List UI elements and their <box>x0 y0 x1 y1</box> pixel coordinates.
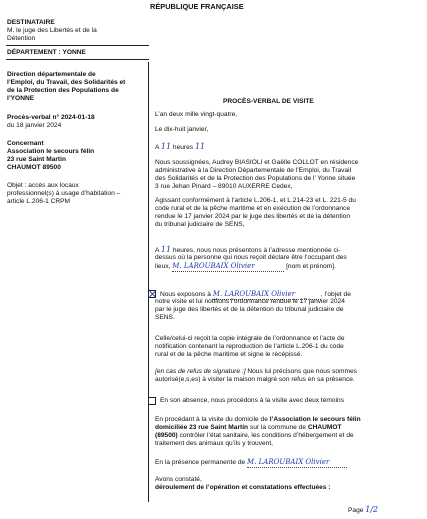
destinataire-title: DESTINATAIRE <box>7 19 55 26</box>
paragraph-line: [en cas de refus de signature :] Nous lui précisons que nous sommes <box>155 368 357 375</box>
destinataire-line: Détention <box>7 35 36 42</box>
paragraph-line: rural et de la pêche maritime et signe le récépissé. <box>155 351 303 358</box>
concernant-line: Association le secours félin <box>7 148 95 155</box>
direction-line: Direction départementale de <box>7 71 96 78</box>
paragraph-line: SENS. <box>155 314 175 321</box>
direction-line: l’YONNE <box>7 95 35 102</box>
paragraph-line: En procédant à la visite du domicile de l’Association le secours félin <box>155 416 361 423</box>
concernant-label: Concernant <box>7 140 44 147</box>
handwritten-occupant-name: M. LAROUBAIX Olivier <box>212 290 296 298</box>
objet-line: professionnel(s) à usage d’habitation – <box>7 190 121 197</box>
paragraph-line: administrative à la Direction Départementale de l’Emploi, du Travail <box>155 167 352 174</box>
column-divider <box>148 62 149 502</box>
paragraph-line: Nous exposons à M. LAROUBAIX Olivier , l’objet de <box>160 290 351 300</box>
paragraph-line: des Solidarités et de la Protection des Populations de l’ Yonne située <box>155 175 356 182</box>
paragraph-line: Celle/celui-ci reçoit la copie intégrale de l’ordonnance et l’acte de <box>155 335 345 342</box>
divider <box>6 59 149 60</box>
objet-line: article L.206-1 CRPM <box>7 198 71 205</box>
document-title: PROCÈS-VERBAL DE VISITE <box>223 98 314 105</box>
paragraph-line: (89500) contrôler l’état sanitaire, les conditions d’hébergement et de <box>155 432 354 439</box>
checkbox-unchecked[interactable] <box>148 397 156 405</box>
section-heading: déroulement de l’opération et constatations effectuées : <box>155 484 331 491</box>
paragraph-line: notre visite et lui notifions l’ordonnance rendue le 17 janvier 2024 <box>155 298 345 305</box>
paragraph-line: Avons constaté, <box>155 476 202 483</box>
handwritten-page: 1/2 <box>365 505 379 514</box>
paragraph-line: dessus où la personne qui nous reçoit déclare être l’occupant des <box>155 254 347 261</box>
handwritten-occupant-name: M. LAROUBAIX Olivier <box>247 458 330 466</box>
handwritten-minutes: 11 <box>194 142 206 151</box>
direction-line: l’Emploi, du Travail, des Solidarités et <box>7 79 126 86</box>
time-line: A 11 heures 11 <box>155 142 206 151</box>
handwritten-occupant-name: M. LAROUBAIX Olivier <box>172 262 255 270</box>
paragraph-line: Agissant conformément à l’article L.206-1, et L.214-23 et L. 221-5 du <box>155 197 356 204</box>
paragraph-line: autorisé(e,s,es) à visiter la maison malgré son refus en sa présence. <box>155 376 355 383</box>
pv-number: Procès-verbal n° 2024-01-18 <box>7 114 95 121</box>
paragraph-line: traitement des animaux qu’ils y trouvent, <box>155 440 274 447</box>
handwritten-hour: 11 <box>160 142 172 151</box>
direction-line: de la Protection des Populations de <box>7 87 119 94</box>
checkbox-checked[interactable] <box>148 290 156 298</box>
republic-header: RÉPUBLIQUE FRANÇAISE <box>150 2 244 11</box>
page-number: Page 1/2 <box>348 505 379 514</box>
year-line: L’an deux mille vingt-quatre, <box>155 111 238 118</box>
departement-label: DÉPARTEMENT : YONNE <box>7 49 86 56</box>
pv-date: du 18 janvier 2024 <box>7 122 62 129</box>
paragraph-line: 3 rue Jehan Pinard – 89010 AUXERRE Cedex, <box>155 183 293 190</box>
concernant-line: 23 rue Saint Martin <box>7 156 66 163</box>
paragraph-line: En la présence permanente de M. LAROUBAIX Olivier <box>155 458 347 468</box>
destinataire-line: M. le juge des Libertés et de la <box>7 27 97 34</box>
paragraph-line: notification contenant la reproduction de l’article L.206-1 du code <box>155 343 344 350</box>
paragraph-line: rendue le 17 janvier 2024 par le juge des libertés et de la détention <box>155 213 351 220</box>
paragraph-line: Nous soussignées, Audrey BIASIOLI et Gaëlle COLLOT en résidence <box>155 159 359 166</box>
concernant-line: CHAUMOT 89500 <box>7 164 61 171</box>
paragraph-line: du tribunal judiciaire de SENS, <box>155 221 245 228</box>
day-line: Le dix-huit janvier, <box>155 126 209 133</box>
paragraph-line: A 11 heures, nous nous présentons à l’adresse mentionnée ci- <box>155 245 341 254</box>
paragraph-line: lieux, M. LAROUBAIX Olivier [nom et prénom]. <box>155 262 336 272</box>
paragraph-line: En son absence, nous procédons à la visite avec deux témoins <box>160 397 345 404</box>
handwritten-hour: 11 <box>160 245 172 254</box>
paragraph-line: domiciliée 23 rue Saint Martin sur la commune de CHAUMOT <box>155 424 342 431</box>
objet-line: Objet : accès aux locaux <box>7 182 79 189</box>
paragraph-line: par le juge des libertés et de la détention du tribunal judiciaire de <box>155 306 344 313</box>
paragraph-line: code rural et de la pêche maritime et en exécution de l’ordonnance <box>155 205 351 212</box>
divider <box>6 45 149 46</box>
